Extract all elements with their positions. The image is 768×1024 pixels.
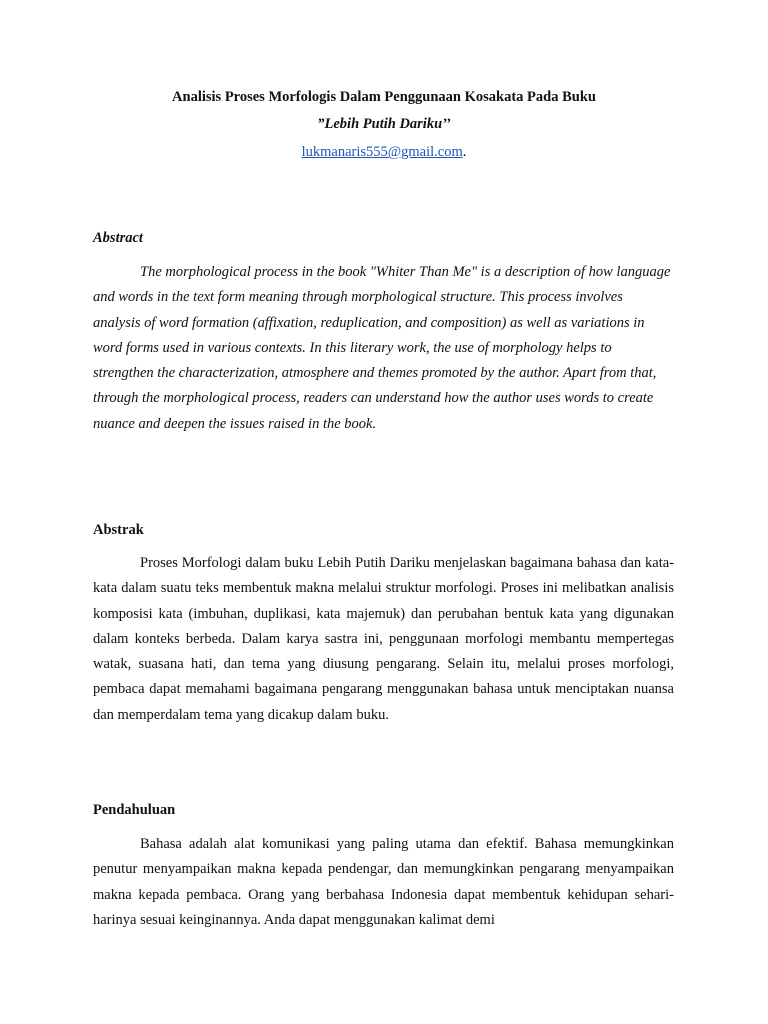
abstract-heading: Abstract	[93, 230, 143, 246]
abstrak-body: Proses Morfologi dalam buku Lebih Putih Dariku menjelaskan bagaimana bahasa dan kata-kata dalam suatu teks membentuk makna melalui struktur morfologi. Proses ini melibatkan analisis komposisi kata (imbuhan, duplikasi, kata majemuk) dan perubahan bentuk kata yang digunakan dalam konteks berbeda. Dalam karya sastra ini, penggunaan morfologi membantu mempertegas watak, suasana hati, dan tema yang diusung pengarang. Selain itu, melalui proses morfologi, pembaca dapat memahami bagaimana pengarang menggunakan bahasa untuk menciptakan nuansa dan memperdalam tema yang dicakup dalam buku.	[93, 555, 674, 723]
author-email-link[interactable]: lukmanaris555@gmail.com	[301, 144, 463, 160]
abstract-body: The morphological process in the book "Whiter Than Me" is a description of how language and words in the text form meaning through morphological structure. This process involves analysis of word formation (affixation, reduplication, and composition) as well as variations in word forms used in various contexts. In this literary work, the use of morphology helps to strengthen the characterization, atmosphere and themes promoted by the author. Apart from that, through the morphological process, readers can understand how the author uses words to create nuance and deepen the issues raised in the book.	[93, 264, 671, 432]
abstrak-heading: Abstrak	[93, 522, 144, 538]
paper-title: Analisis Proses Morfologis Dalam Penggunaan Kosakata Pada Buku	[172, 89, 596, 105]
paper-subtitle: ”Lebih Putih Dariku’’	[317, 116, 451, 132]
email-suffix: .	[462, 144, 467, 160]
pendahuluan-heading: Pendahuluan	[93, 802, 176, 818]
pendahuluan-body: Bahasa adalah alat komunikasi yang paling utama dan efektif. Bahasa memungkinkan penutur menyampaikan makna kepada pendengar, dan memungkinkan pengarang menyampaikan makna kepada pembaca. Orang yang berbahasa Indonesia dapat membentuk kehidupan sehari-harinya sesuai keinginannya. Anda dapat menggunakan kalimat demi	[93, 836, 674, 928]
author-email-line	[0, 142, 768, 162]
